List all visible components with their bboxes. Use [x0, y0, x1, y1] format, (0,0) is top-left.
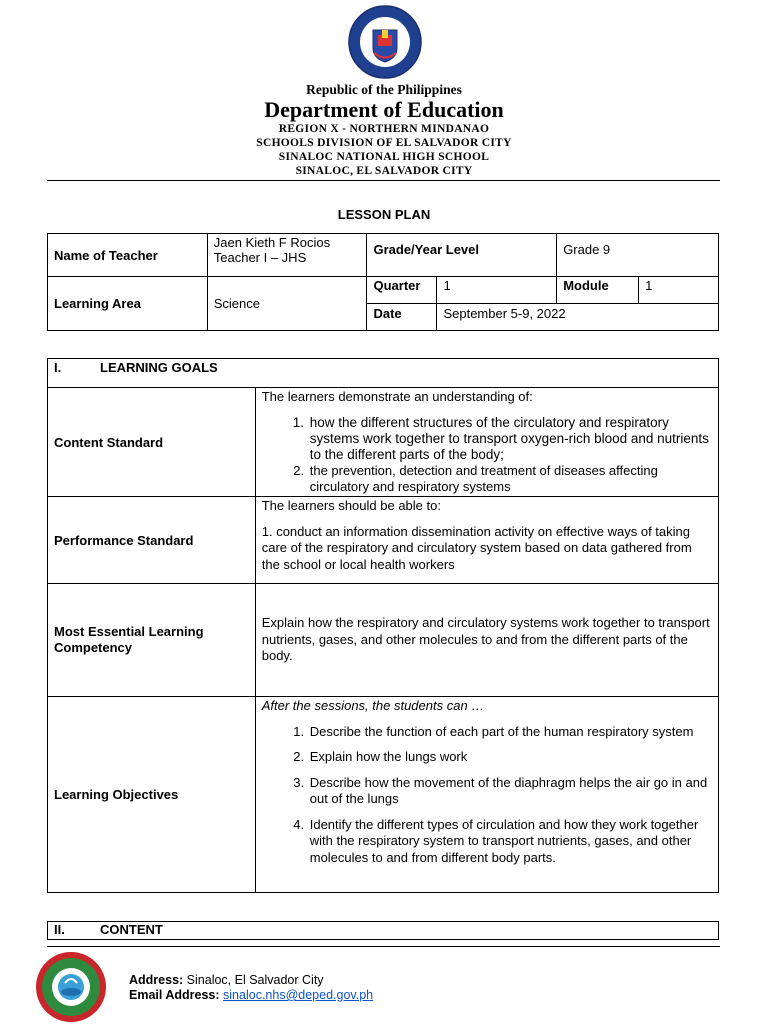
school-line: SINALOC NATIONAL HIGH SCHOOL: [278, 151, 490, 163]
address-value: Sinaloc, El Salvador City: [186, 973, 324, 987]
objectives-intro: After the sessions, the students can …: [261, 698, 485, 713]
info-table: [47, 233, 719, 331]
melc-text: Explain how the respiratory and circulatory systems work together to transport nutrients, gases, and other molecules to and from the different parts of the body.: [255, 584, 718, 697]
module-label: Module: [557, 277, 639, 304]
objective-item: 4. Identify the different types of circulation and how they work together with the respiratory system to transport nutrients, gases, and other molecules to and from different body parts.: [308, 817, 712, 867]
region-line: REGION X - NORTHERN MINDANAO: [278, 123, 490, 135]
section-number: I.: [54, 360, 62, 375]
grade-label: Grade/Year Level: [367, 234, 557, 277]
quarter-value: 1: [437, 277, 557, 304]
performance-standard-label: Performance Standard: [48, 497, 256, 584]
header-divider: [47, 180, 720, 181]
objective-item: 1. Describe the function of each part of the human respiratory system: [308, 724, 712, 741]
grade-value: Grade 9: [557, 234, 719, 277]
content-standard-intro: The learners demonstrate an understanding of:: [261, 389, 533, 404]
objectives-label: Learning Objectives: [48, 697, 256, 893]
quarter-label: Quarter: [367, 277, 437, 304]
content-standard-label: Content Standard: [48, 388, 256, 497]
learning-goals-heading: [48, 359, 719, 388]
date-label: Date: [367, 304, 437, 331]
teacher-label: Name of Teacher: [48, 234, 208, 277]
division-line: SCHOOLS DIVISION OF EL SALVADOR CITY: [256, 137, 512, 149]
teacher-value: [207, 234, 367, 277]
content-standard-cell: [255, 388, 718, 497]
objective-item: 2. Explain how the lungs work: [308, 749, 712, 766]
objectives-cell: [255, 697, 718, 893]
performance-standard-cell: [255, 497, 718, 584]
republic-line: Republic of the Philippines: [306, 82, 462, 97]
content-standard-item: 1. how the different structures of the circulatory and respiratory systems work together to transport oxygen-rich blood and nutrients to the different parts of the body;: [308, 415, 712, 463]
address-label: Address:: [129, 973, 184, 987]
footer-address: [129, 973, 324, 987]
performance-standard-intro: The learners should be able to:: [261, 498, 441, 513]
area-value: Science: [207, 277, 367, 331]
learning-goals-table: [47, 358, 719, 893]
module-value: 1: [639, 277, 719, 304]
content-table: [47, 921, 719, 940]
date-value: September 5-9, 2022: [437, 304, 719, 331]
teacher-name: Jaen Kieth F Rocios: [213, 235, 331, 250]
section-number: II.: [54, 922, 65, 937]
section-title: LEARNING GOALS: [100, 360, 218, 375]
footer-divider: [47, 946, 720, 947]
footer-email: [129, 988, 373, 1002]
objective-item: 3. Describe how the movement of the diaphragm helps the air go in and out of the lungs: [308, 775, 712, 808]
deped-seal-logo: [347, 4, 423, 80]
teacher-position: Teacher I – JHS: [213, 250, 307, 265]
school-logo: [35, 951, 107, 1023]
lesson-plan-title: LESSON PLAN: [337, 207, 431, 222]
department-title: Department of Education: [264, 97, 504, 122]
section-title: CONTENT: [100, 922, 163, 937]
email-label: Email Address:: [129, 988, 220, 1002]
content-standard-item: 2. the prevention, detection and treatment of diseases affecting circulatory and respiratory systems: [308, 463, 712, 495]
content-heading: [48, 922, 719, 940]
area-label: Learning Area: [48, 277, 208, 331]
address-line: SINALOC, EL SALVADOR CITY: [295, 165, 473, 177]
email-link[interactable]: sinaloc.nhs@deped.gov.ph: [223, 988, 374, 1002]
performance-standard-text: 1. conduct an information dissemination activity on effective ways of taking care of the respiratory and circulatory system based on data gathered from the school or local health workers: [261, 523, 692, 572]
melc-label: Most Essential Learning Competency: [48, 584, 256, 697]
